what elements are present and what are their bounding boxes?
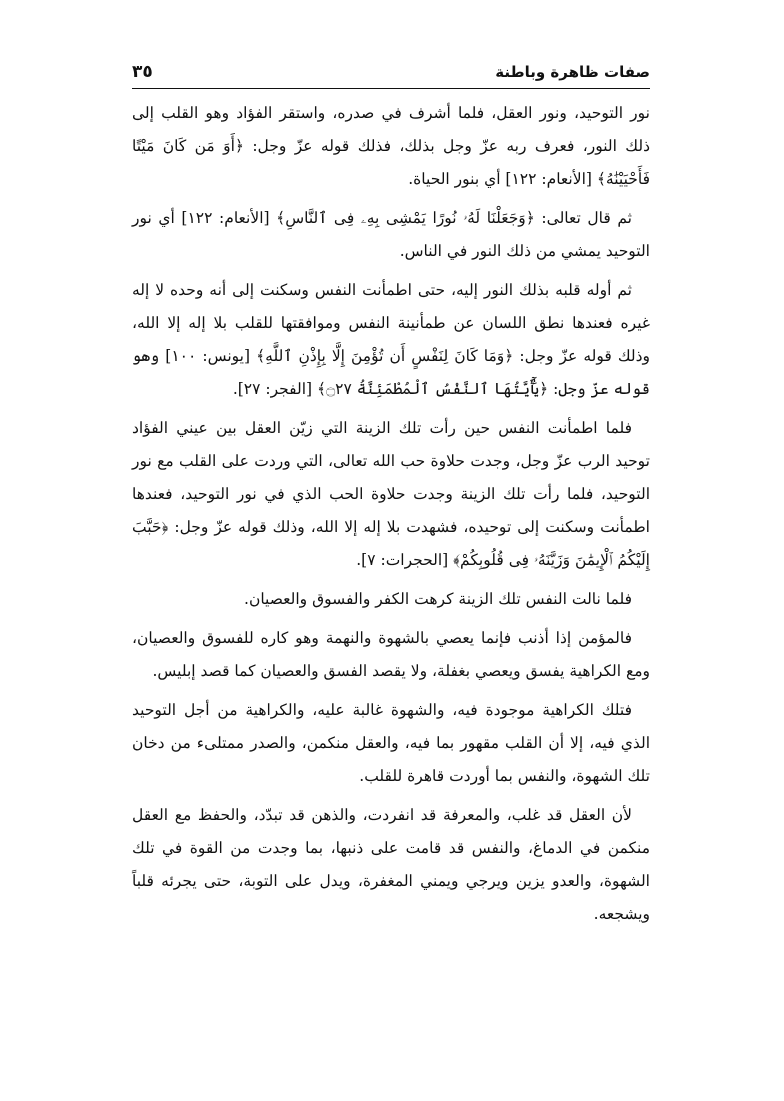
paragraph: فالمؤمن إذا أذنب فإنما يعصي بالشهوة والنهمة وهو كاره للفسوق والعصيان، ومع الكراهية يفسق ويعصي بغفلة، ولا يقصد الفسق والعصيان كما قصد إبليس.: [132, 629, 650, 680]
paragraph: فتلك الكراهية موجودة فيه، والشهوة غالبة عليه، والكراهية من أجل التوحيد الذي فيه، إلا أن القلب مقهور بما فيه، والعقل منكمن، والصدر ممتلىء من دخان تلك الشهوة، والنفس بما أوردت قاهرة للقلب.: [132, 701, 650, 785]
book-page: [132, 62, 650, 931]
paragraph: فلما نالت النفس تلك الزينة كرهت الكفر والفسوق والعصيان.: [244, 590, 632, 608]
paragraph: نور التوحيد، ونور العقل، فلما أشرف في صدره، واستقر الفؤاد وهو القلب إلى ذلك النور، فعرف ربه عزّ وجل بذلك، فذلك قوله عزّ وجل: ﴿أَوَ مَن كَانَ مَيْتًا فَأَحْيَيْنَٰهُ﴾ [الأنعام: ١٢٢] أي بنور الحياة.: [132, 104, 650, 188]
paragraph: ثم أوله قلبه بذلك النور إليه، حتى اطمأنت النفس وسكنت إلى أنه وحده لا إله غيره فعندها نطق اللسان عن طمأنينة النفس وموافقتها للقلب بلا إله إلا الله، وذلك قوله عزّ وجل: ﴿وَمَا كَانَ لِنَفْسٍ أَن تُؤْمِنَ إِلَّا بِإِذْنِ ٱللَّهِ﴾ [يونس: ١٠٠] وهو قوله عزّ وجل: ﴿يَٰٓأَيَّتُهَا ٱلنَّفْسُ ٱلْمُطْمَئِنَّةُ ۝٢٧﴾ [الفجر: ٢٧].: [132, 281, 650, 398]
running-title: صفات ظاهرة وباطنة: [495, 63, 650, 81]
paragraph: فلما اطمأنت النفس حين رأت تلك الزينة التي زيّن العقل بين عيني الفؤاد توحيد الرب عزّ وجل، وجدت حلاوة حب الله تعالى، التي وردت على القلب مع نور التوحيد، فلما رأت تلك الزينة وجدت حلاوة الحب الذي في نور التوحيد، فعندها اطمأنت وسكنت إلى توحيده، فشهدت بلا إله إلا الله، وذلك قوله عزّ وجل: ﴿حَبَّبَ إِلَيْكُمُ ٱلْإِيمَٰنَ وَزَيَّنَهُۥ فِى قُلُوبِكُمْ﴾ [الحجرات: ٧].: [132, 419, 650, 569]
paragraph: لأن العقل قد غلب، والمعرفة قد انفردت، والذهن قد تبدّد، والحفظ مع العقل منكمن في الدماغ، والنفس قد قامت على ذنبها، بما وجدت من القوة في تلك الشهوة، والعدو يزين ويرجي ويمني المغفرة، ويدل على التوبة، حتى يجرئه قلباً ويشجعه.: [132, 806, 650, 923]
paragraph: ثم قال تعالى: ﴿وَجَعَلْنَا لَهُۥ نُورًا يَمْشِى بِهِۦ فِى ٱلنَّاسِ﴾ [الأنعام: ١٢٢] أي نور التوحيد يمشي من ذلك النور في الناس.: [132, 209, 650, 260]
page-body: [132, 97, 650, 931]
page-header: [132, 62, 650, 89]
page-number: ٣٥: [132, 62, 153, 82]
